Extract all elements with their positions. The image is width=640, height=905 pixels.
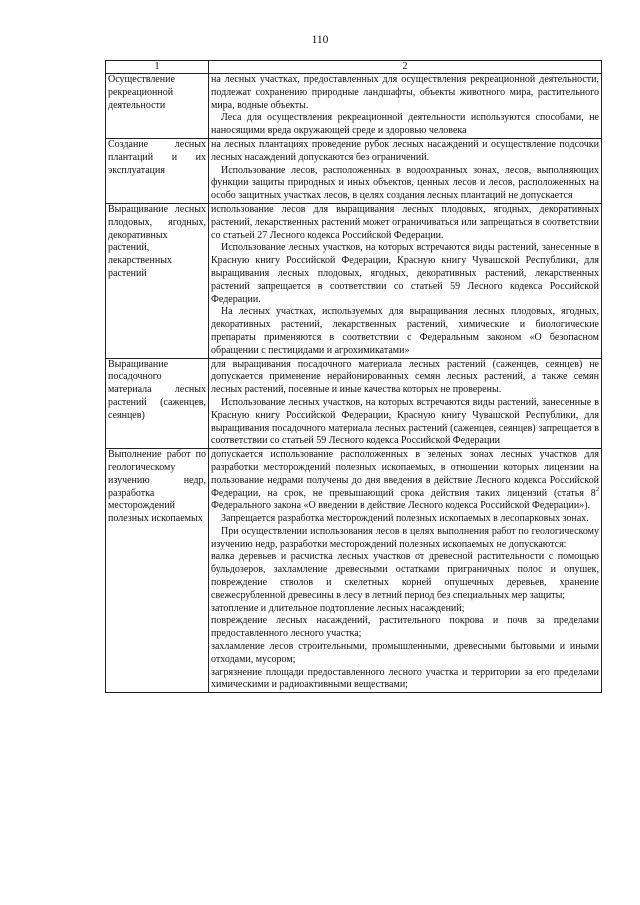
rules-cell (209, 203, 602, 358)
rule-list-item: загрязнение площади предоставленного лесного участка и территории за его пределами химическими и радиоактивными веществами; (211, 666, 599, 691)
rule-list-item: затопление и длительное подтопление лесных насаждений; (211, 602, 465, 614)
article-superscript: 2 (595, 485, 599, 493)
rules-cell (209, 449, 602, 693)
table-row (106, 358, 602, 449)
rule-paragraph (211, 449, 599, 513)
rules-cell (209, 74, 602, 139)
rules-cell (209, 138, 602, 203)
rule-text: Федерального закона «О введении в действие Лесного кодекса Российской Федерации»). (211, 500, 591, 512)
table-row (106, 74, 602, 139)
rules-cell (209, 358, 602, 449)
column-header-1: 1 (106, 61, 209, 74)
rule-paragraph: Леса для осуществления рекреационной деятельности используются способами, не наносящими вреда окружающей среде и здоровью человека (211, 112, 599, 137)
rule-paragraph: Использование лесных участков, на которых встречаются виды растений, занесенные в Красную книгу Российской Федерации, Красную книгу Чувашской Республики, для выращивания посадочного материала лесных растений (саженцев, сеянцев) запрещается в соответствии со статьей 59 Лесного кодекса Российской Федерации (211, 396, 599, 447)
rule-paragraph: на лесных участках, предоставленных для осуществления рекреационной деятельности, подлежат сохранению природные ландшафты, объекты животного мира, растительного мира, водные объекты. (211, 74, 599, 111)
rule-list-item: повреждение лесных насаждений, растительного покрова и почв за пределами предоставленного лесного участка; (211, 615, 599, 640)
activity-cell: Выращивание лесных плодовых, ягодных, декоративных растений, лекарственных растений (106, 203, 209, 358)
rule-paragraph: На лесных участках, используемых для выращивания лесных плодовых, ягодных, декоративных растений, лекарственных растений, химические и биологические препараты применяются в соответствии с Федеральным законом «О безопасном обращении с пестицидами и агрохимикатами» (211, 306, 599, 356)
rule-text: допускается использование расположенных в зеленых зонах лесных участков для разработки месторождений полезных ископаемых, в отношении которых лицензии на пользование недрами получены до дня введения в действие Лесного кодекса Российской Федерации, на срок, не превышающий срока действия таких лицензий (статья 8 (211, 449, 599, 499)
rule-paragraph: Запрещается разработка месторождений полезных ископаемых в лесопарковых зонах. (221, 513, 589, 525)
rule-paragraph: использование лесов для выращивания лесных плодовых, ягодных, декоративных растений, лекарственных растений может ограничиваться или запрещаться в соответствии со статьей 27 Лесного кодекса Российской Федерации. (211, 203, 599, 241)
rule-paragraph: для выращивания посадочного материала лесных растений (саженцев, сеянцев) не допускается применение нерайонированных семян лесных растений, а также семян лесных растений, посевные и иные качества которых не проверены. (211, 358, 599, 396)
rule-list-item: захламление лесов строительными, промышленными, древесными бытовыми и иными отходами, мусором; (211, 641, 599, 665)
table-row (106, 449, 602, 693)
rule-paragraph: Использование лесов, расположенных в водоохранных зонах, лесов, выполняющих функции защиты природных и иных объектов, ценных лесов и лесов, расположенных на особо защитных участках лесов, в целях создания лесных плантаций не допускается (211, 164, 599, 202)
activity-cell: Выполнение работ по геологическому изучению недр, разработка месторождений полезных ископаемых (106, 449, 209, 693)
activity-cell: Создание лесных плантаций и их эксплуатация (106, 138, 209, 203)
table-header-row (106, 61, 602, 74)
regulations-table (105, 60, 602, 693)
page-number: 110 (311, 34, 329, 46)
rule-list-item: валка деревьев и расчистка лесных участков от древесной растительности с помощью бульдозеров, захламление древесными остатками приграничных полос и опушек, повреждение стволов и скелетных корней опушечных деревьев, хранение свежесрубленной древесины в лесу в летний период без специальных мер защиты; (211, 551, 599, 601)
activity-cell: Осуществление рекреационной деятельности (106, 74, 209, 139)
rule-paragraph: При осуществлении использования лесов в целях выполнения работ по геологическому изучению недр, разработки месторождений полезных ископаемых не допускаются: (211, 525, 599, 550)
rule-paragraph: на лесных плантациях проведение рубок лесных насаждений и осуществление подсочки лесных насаждений допускаются без ограничений. (211, 138, 599, 163)
activity-cell: Выращивание посадочного материала лесных растений (саженцев, сеянцев) (106, 358, 209, 449)
table-row (106, 203, 602, 358)
column-header-2: 2 (209, 61, 602, 74)
rule-paragraph: Использование лесных участков, на которых встречаются виды растений, занесенные в Красную книгу Российской Федерации, Красную книгу Чувашской Республики, для выращивания лесных плодовых, ягодных, декоративных растений, лекарственных растений запрещается в соответствии со статьей 59 Лесного кодекса Российской Федерации. (211, 242, 599, 305)
table-row (106, 138, 602, 203)
